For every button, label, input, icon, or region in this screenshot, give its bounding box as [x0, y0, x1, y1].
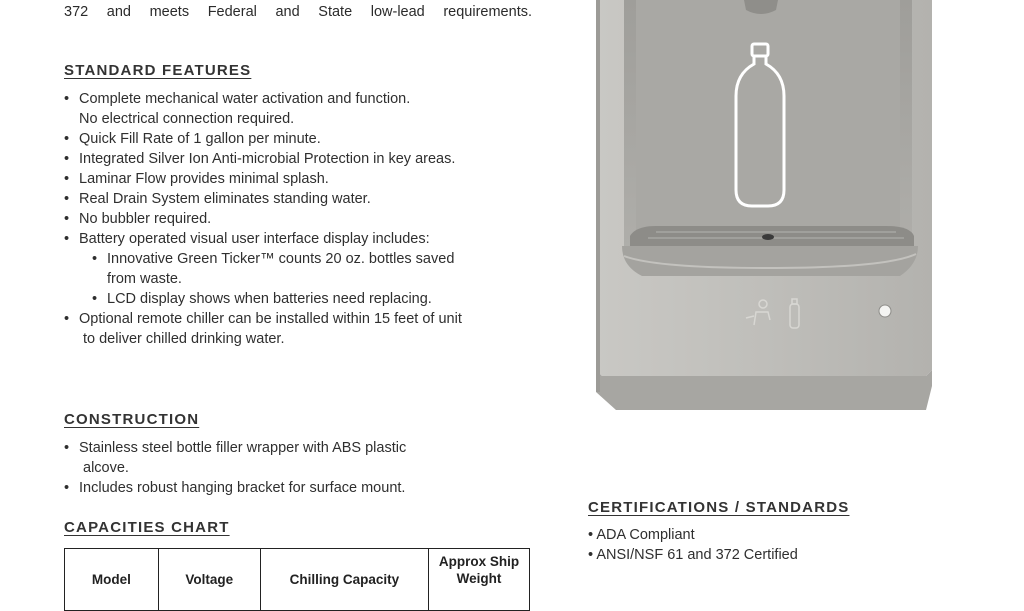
intro-paragraph: 372 and meets Federal and State low-lead requirements.: [64, 4, 532, 20]
capacities-chart-heading: CAPACITIES CHART: [64, 519, 230, 536]
capacities-table: [64, 548, 530, 611]
certification-item: [588, 525, 988, 545]
bullet-marker: •: [64, 311, 70, 327]
bullet-marker: •: [64, 151, 70, 167]
certification-item-text: ADA Compliant: [596, 527, 695, 543]
status-indicator-light: [879, 305, 891, 317]
bullet-marker: •: [64, 91, 70, 107]
feature-list-item-text: Innovative Green Ticker™ counts 20 oz. bottles saved: [107, 251, 455, 267]
feature-list-item-text: from waste.: [107, 271, 182, 287]
construction-list-item-text: Includes robust hanging bracket for surface mount.: [79, 480, 406, 496]
bullet-marker: •: [64, 231, 70, 247]
bullet-marker: •: [64, 131, 70, 147]
feature-list-item-text: Laminar Flow provides minimal splash.: [79, 171, 329, 187]
drip-tray-lip: [622, 246, 918, 276]
bullet-marker: •: [64, 211, 70, 227]
bullet-marker: •: [64, 191, 70, 207]
construction-list-item: [64, 438, 564, 458]
bullet-marker: •: [92, 291, 98, 307]
feature-list-item: [64, 89, 584, 109]
certifications-list: [588, 525, 988, 565]
column-header-voltage: Voltage: [158, 549, 260, 611]
feature-list-item: [64, 209, 584, 229]
bottle-filler-illustration: [596, 0, 936, 412]
feature-list-item: [64, 129, 584, 149]
bullet-marker: •: [588, 547, 597, 563]
certification-item: [588, 545, 988, 565]
feature-list-item: [64, 309, 584, 329]
feature-list-item-text: Real Drain System eliminates standing water.: [79, 191, 371, 207]
feature-list-item-text: LCD display shows when batteries need replacing.: [107, 291, 432, 307]
column-header-ship-weight: Approx Ship Weight: [429, 549, 530, 611]
feature-list-item-text: No electrical connection required.: [79, 111, 295, 127]
feature-list-item-text: No bubbler required.: [79, 211, 212, 227]
feature-list-item: [64, 229, 584, 249]
feature-list-item: [64, 109, 584, 129]
construction-list-item: [64, 478, 564, 498]
feature-list-item: [64, 149, 584, 169]
construction-list: [64, 438, 564, 498]
feature-list-item: [64, 249, 584, 269]
feature-list-item: [64, 169, 584, 189]
bullet-marker: •: [64, 480, 70, 496]
feature-list-item-text: Quick Fill Rate of 1 gallon per minute.: [79, 131, 321, 147]
column-header-model: Model: [65, 549, 159, 611]
certification-item-text: ANSI/NSF 61 and 372 Certified: [596, 547, 798, 563]
bullet-marker: •: [92, 251, 98, 267]
feature-list-item: [64, 269, 584, 289]
feature-list-item: [64, 329, 584, 349]
feature-list-item-text: Optional remote chiller can be installed within 15 feet of unit: [79, 311, 462, 327]
standard-features-heading: STANDARD FEATURES: [64, 62, 252, 79]
construction-heading: CONSTRUCTION: [64, 411, 200, 428]
feature-list-item-text: Battery operated visual user interface display includes:: [79, 231, 430, 247]
standard-features-list: [64, 89, 584, 349]
column-header-chilling-capacity: Chilling Capacity: [260, 549, 428, 611]
feature-list-item-text: Complete mechanical water activation and function.: [79, 91, 411, 107]
feature-list-item-text: to deliver chilled drinking water.: [83, 331, 285, 347]
feature-list-item: [64, 289, 584, 309]
construction-list-item: [64, 458, 564, 478]
certifications-heading: CERTIFICATIONS / STANDARDS: [588, 499, 850, 516]
feature-list-item: [64, 189, 584, 209]
construction-list-item-text: Stainless steel bottle filler wrapper with ABS plastic: [79, 440, 407, 456]
bullet-marker: •: [64, 440, 70, 456]
feature-list-item-text: Integrated Silver Ion Anti-microbial Protection in key areas.: [79, 151, 456, 167]
bullet-marker: •: [64, 171, 70, 187]
bullet-marker: •: [588, 527, 597, 543]
construction-list-item-text: alcove.: [83, 460, 129, 476]
